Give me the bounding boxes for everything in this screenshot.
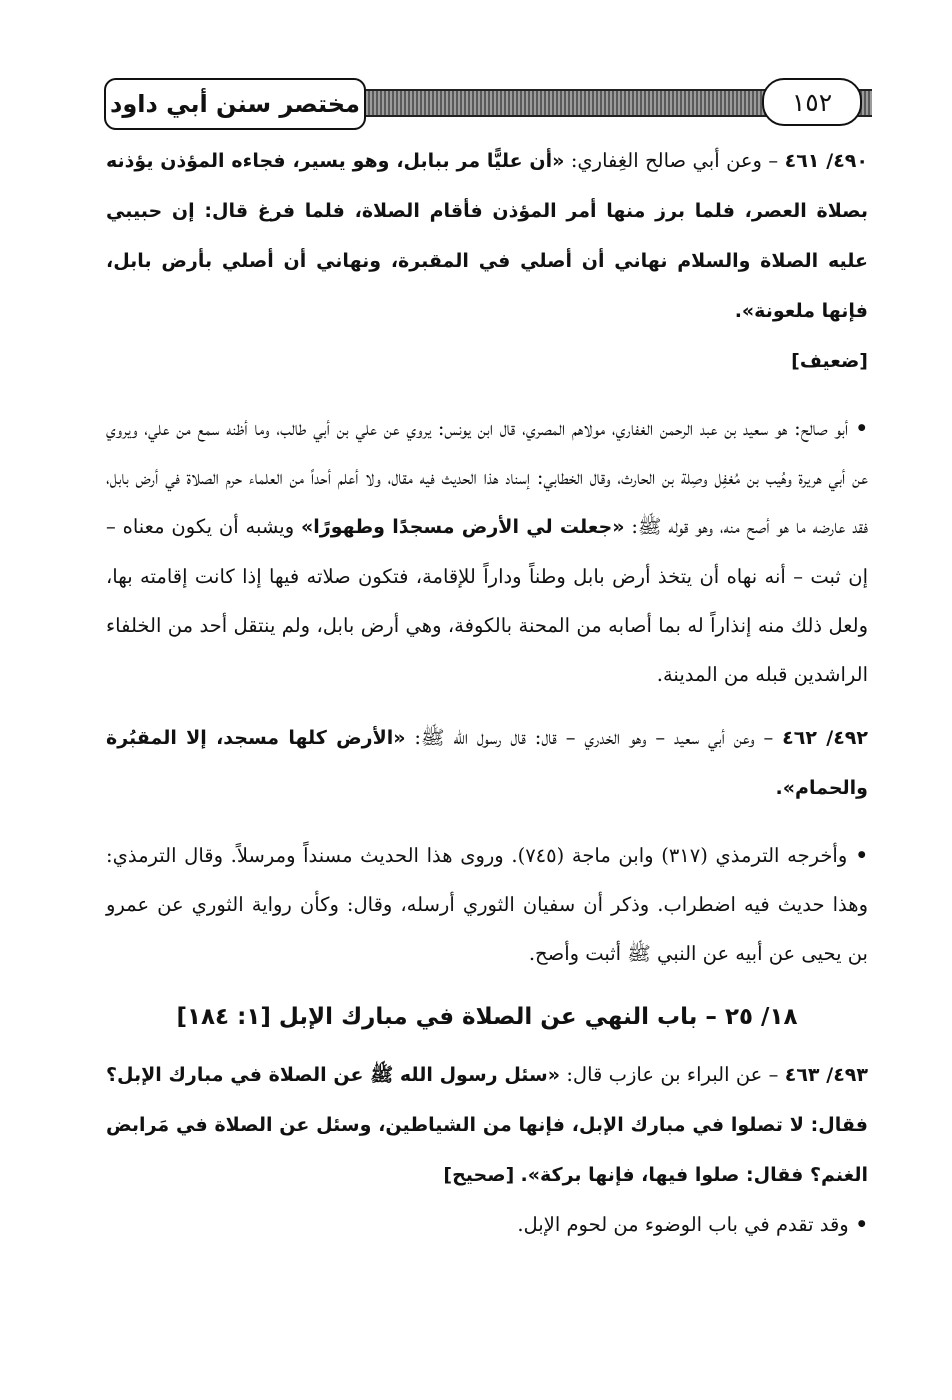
hadith-number: ٤٩٠/ ٤٦١ — [784, 150, 868, 172]
bullet-icon: • — [847, 844, 868, 867]
bullet-icon: • — [848, 417, 868, 440]
hadith-492 — [106, 713, 868, 813]
commentary-text: وقد تقدم في باب الوضوء من لحوم الإبل. — [517, 1213, 849, 1236]
hadith-chain: – وعن أبي سعيد – وهو الخدري – قال: قال رسول الله ﷺ: — [405, 726, 783, 749]
commentary-492 — [106, 831, 868, 978]
commentary-text: وأخرجه الترمذي (٣١٧) وابن ماجة (٧٤٥). وروى هذا الحديث مسنداً ومرسلاً. وقال الترمذي: وهذا حديث فيه اضطراب. وذكر أن سفيان الثوري أرسله، وقال: وكأن رواية الثوري عن عمرو بن يحيى عن أبيه عن النبي ﷺ أثبت وأصح. — [106, 844, 868, 965]
commentary-text: أبو صالح: هو سعيد بن عبد الرحمن الغفاري، مولاهم المصري، قال ابن يونس: يروي عن علي بن أبي طالب، وما أظنه سمع من علي، ويروي عن أبي هريرة وهُيب بن مُغفِل وصِلة بن الحارث، وقال الخطابي: إسناد هذا الحديث فيه مقال، ولا أعلم أحداً من العلماء حرم الصلاة في أرض بابل، فقد عارضه ما هو أصح منه، وهو قوله ﷺ: — [106, 417, 869, 538]
hadith-text: «الأرض كلها مسجد، إلا المقبُرة والحمام». — [106, 727, 868, 799]
commentary-text: ويشبه أن يكون معناه – إن ثبت – أنه نهاه أن يتخذ أرض بابل وطناً وداراً للإقامة، فتكون صلاته فيها إذا كانت إقامته بها، ولعل ذلك منه إنذاراً له بما أصابه من المحنة بالكوفة، وهي أرض بابل، ولم ينتقل أحد من الخلفاء الراشدين قبله من المدينة. — [106, 515, 868, 686]
page-header — [100, 74, 872, 132]
commentary-493 — [106, 1200, 868, 1249]
chapter-heading: ١٨/ ٢٥ – باب النهي عن الصلاة في مبارك الإبل [١: ١٨٤] — [176, 1004, 798, 1030]
hadith-grade — [106, 336, 868, 386]
hadith-text: «سئل رسول الله ﷺ عن الصلاة في مبارك الإبل؟ فقال: لا تصلوا في مبارك الإبل، فإنها من الشياطين، وسئل عن الصلاة في مَرابض الغنم؟ فقال: صلوا فيها، فإنها بركة». — [106, 1064, 868, 1186]
bullet-icon: • — [848, 1213, 868, 1236]
page-number: ١٥٢ — [762, 78, 862, 126]
hadith-number: ٤٩٢/ ٤٦٢ — [782, 727, 868, 749]
grade-label: [صحيح] — [443, 1164, 515, 1186]
page-body — [106, 136, 868, 1249]
hadith-text: «أن عليًّا مر ببابل، وهو يسير، فجاءه المؤذن يؤذنه بصلاة العصر، فلما برز منها أمر المؤذن فأقام الصلاة، فلما فرغ قال: إن حبيبي عليه الصلاة والسلام نهاني أن أصلي في المقبرة، ونهاني أن أصلي بأرض بابل، فإنها ملعونة». — [106, 150, 868, 322]
commentary-490 — [106, 404, 868, 699]
hadith-490 — [106, 136, 868, 336]
hadith-number: ٤٩٣/ ٤٦٣ — [784, 1064, 868, 1086]
hadith-chain: – وعن أبي صالح الغِفاري: — [564, 149, 785, 172]
commentary-quote: «جعلت لي الأرض مسجدًا وطهورًا» — [301, 516, 625, 538]
hadith-493 — [106, 1050, 868, 1200]
hadith-chain: – عن البراء بن عازب قال: — [560, 1063, 785, 1086]
book-title: مختصر سنن أبي داود — [104, 78, 366, 130]
grade-label: [ضعيف] — [791, 350, 868, 372]
